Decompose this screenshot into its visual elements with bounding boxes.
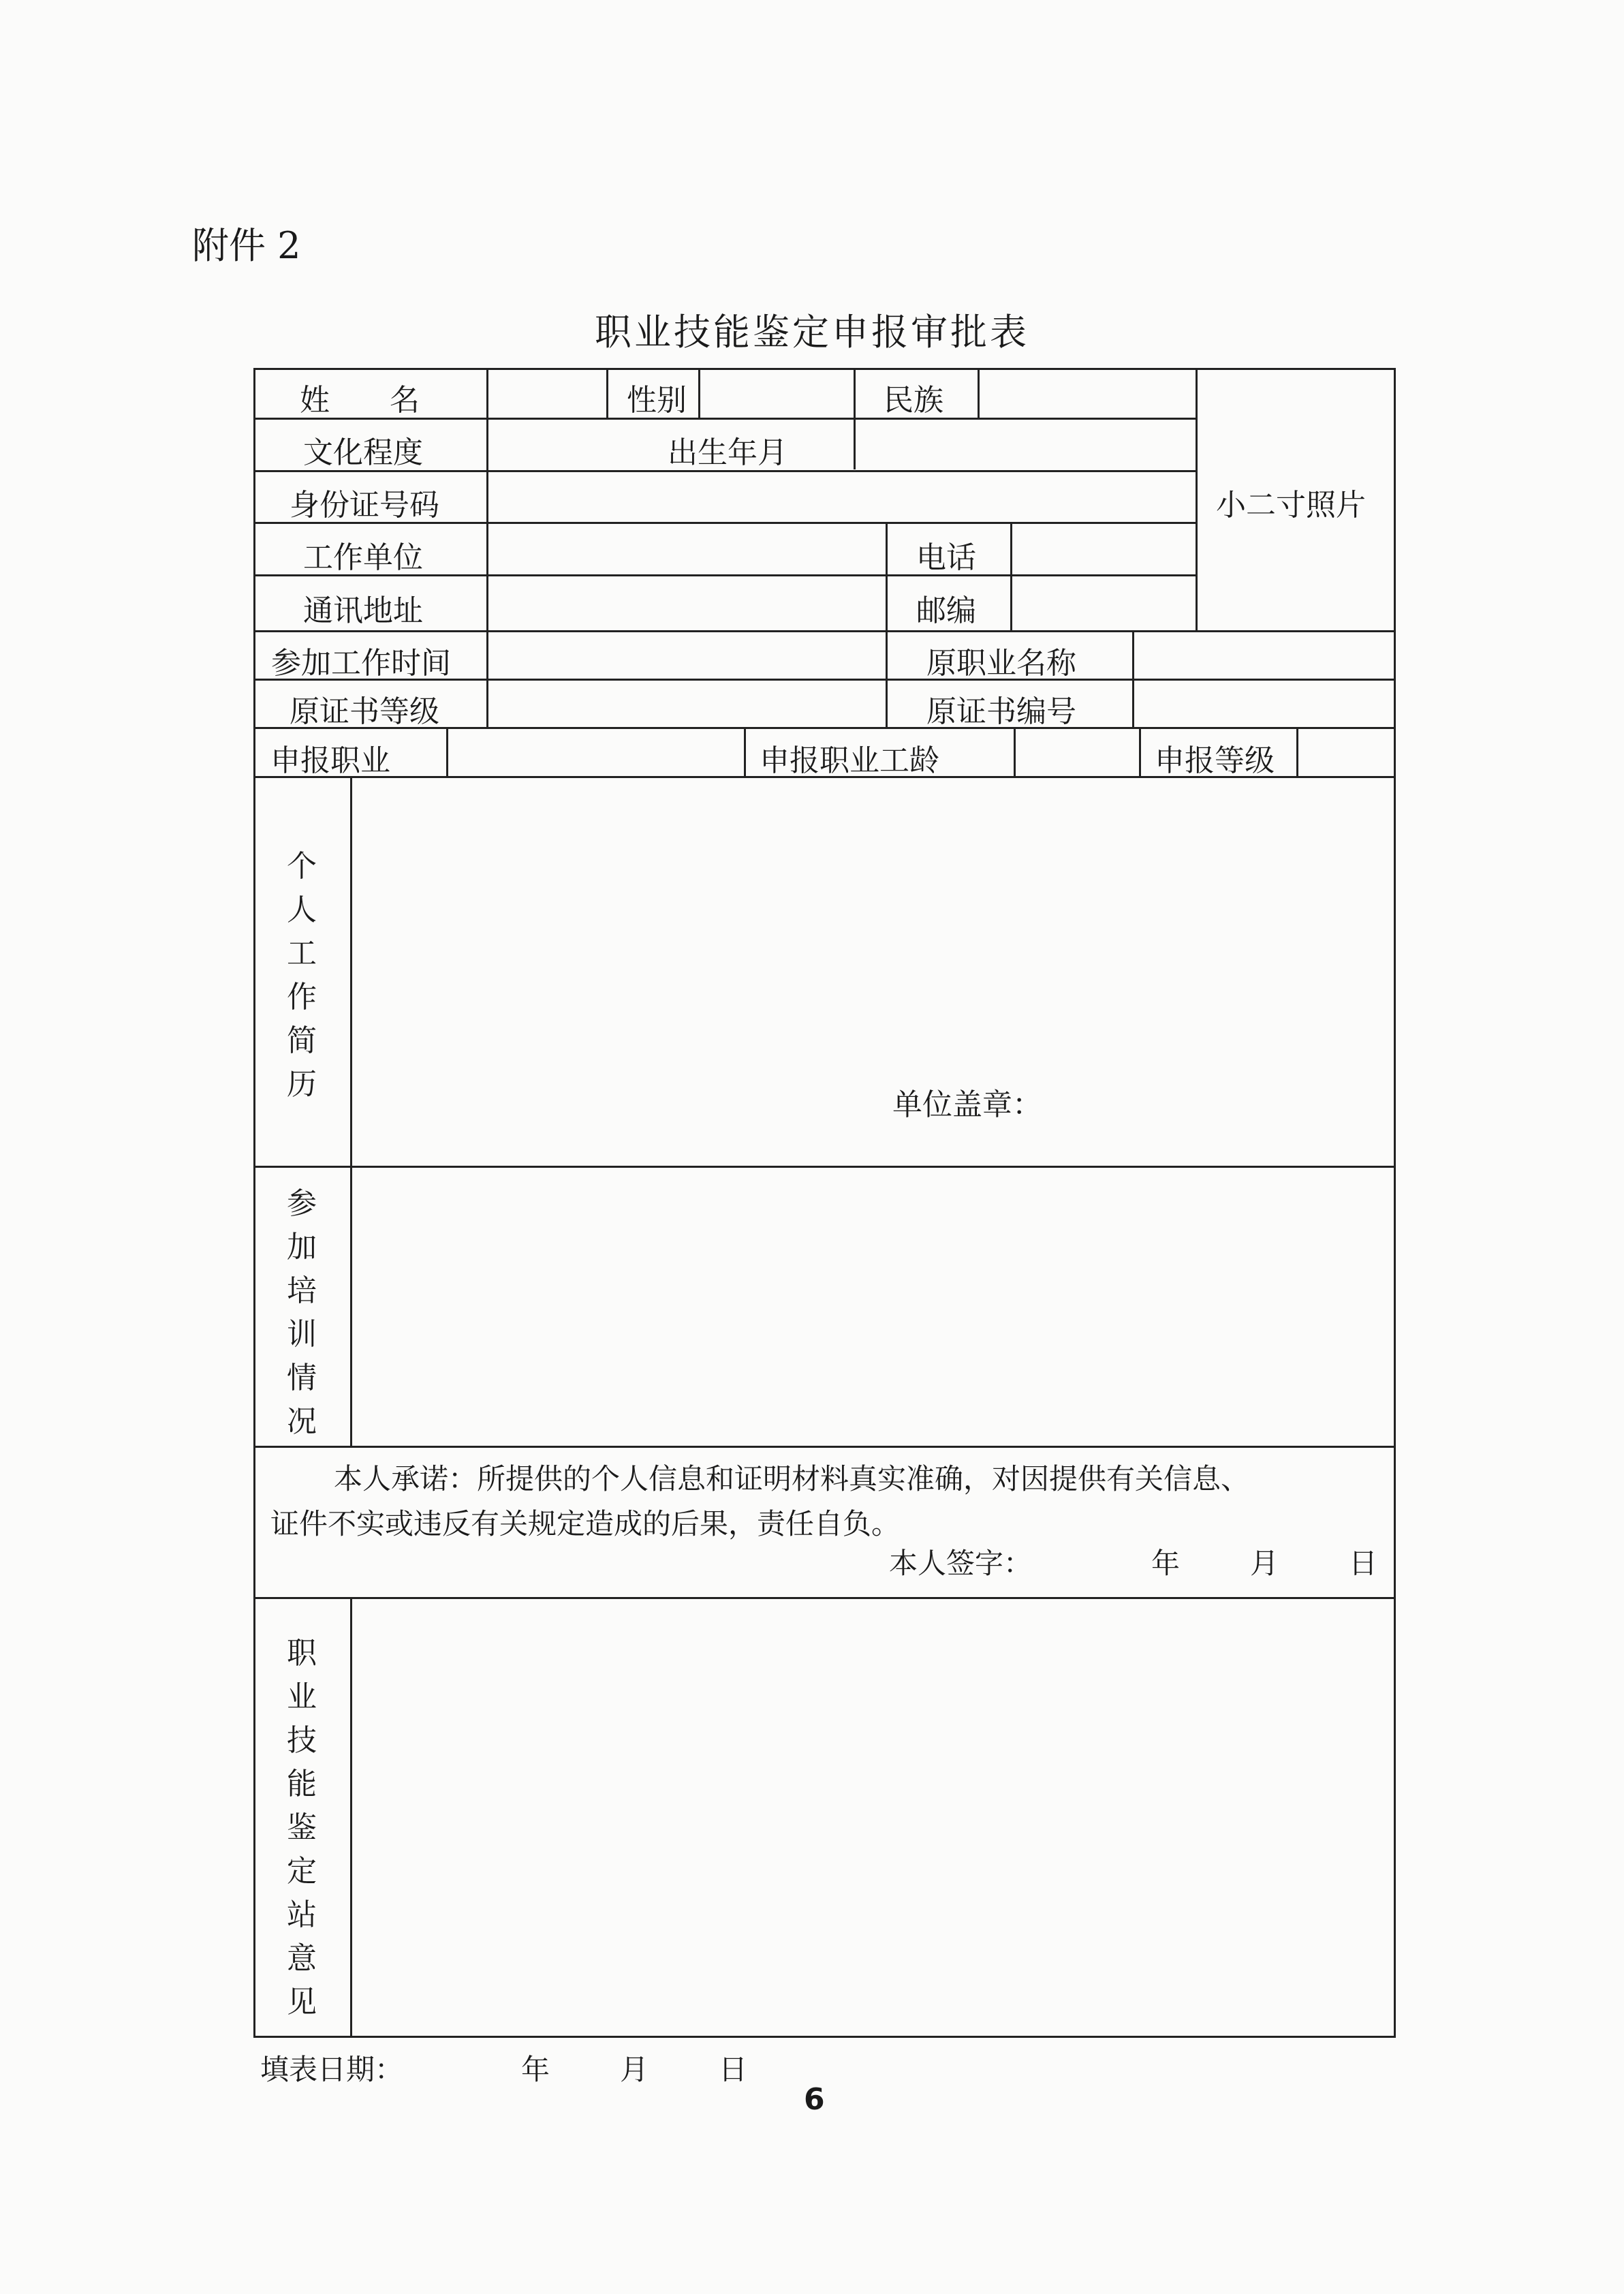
pledge-line-2: 证件不实或违反有关规定造成的后果，责任自负。 xyxy=(270,1507,901,1540)
phone-label: 电话 xyxy=(916,540,976,575)
cert-level-label: 原证书等级 xyxy=(290,694,439,729)
signature-label: 本人签字： xyxy=(889,1547,1033,1580)
id-number-label: 身份证号码 xyxy=(290,488,439,523)
gender-label: 性别 xyxy=(627,383,687,418)
training-label: 参 加 培 训 情 况 xyxy=(287,1186,317,1439)
resume-label: 个 人 工 作 简 历 xyxy=(287,849,317,1102)
sign-year: 年 xyxy=(1151,1547,1181,1580)
sign-month: 月 xyxy=(1250,1547,1279,1580)
fill-year: 年 xyxy=(521,2053,550,2086)
address-label: 通讯地址 xyxy=(303,593,423,628)
annex-label: 附件 2 xyxy=(192,224,301,267)
start-work-label: 参加工作时间 xyxy=(271,646,451,681)
cert-no-label: 原证书编号 xyxy=(926,694,1076,729)
seal-label: 单位盖章： xyxy=(892,1087,1042,1122)
apply-years-label: 申报职业工龄 xyxy=(760,743,939,778)
postcode-label: 邮编 xyxy=(916,593,976,628)
form-title: 职业技能鉴定申报审批表 xyxy=(595,311,1029,354)
fill-day: 日 xyxy=(719,2053,748,2086)
pledge-line-1: 本人承诺：所提供的个人信息和证明材料真实准确，对因提供有关信息、 xyxy=(334,1462,1250,1495)
photo-placeholder: 小二寸照片 xyxy=(1216,488,1366,523)
employer-label: 工作单位 xyxy=(303,540,423,575)
education-label: 文化程度 xyxy=(303,435,423,470)
sign-day: 日 xyxy=(1349,1547,1378,1580)
fill-month: 月 xyxy=(620,2053,649,2086)
orig-job-label: 原职业名称 xyxy=(926,646,1076,681)
fill-date-label: 填表日期： xyxy=(260,2053,404,2086)
page-number: 6 xyxy=(804,2082,825,2117)
name-label: 姓 名 xyxy=(300,383,420,418)
ethnicity-label: 民族 xyxy=(884,383,943,418)
birth-label: 出生年月 xyxy=(668,435,787,470)
apply-job-label: 申报职业 xyxy=(270,743,390,778)
station-opinion-label: 职 业 技 能 鉴 定 站 意 见 xyxy=(287,1636,317,2019)
apply-level-label: 申报等级 xyxy=(1155,743,1275,778)
